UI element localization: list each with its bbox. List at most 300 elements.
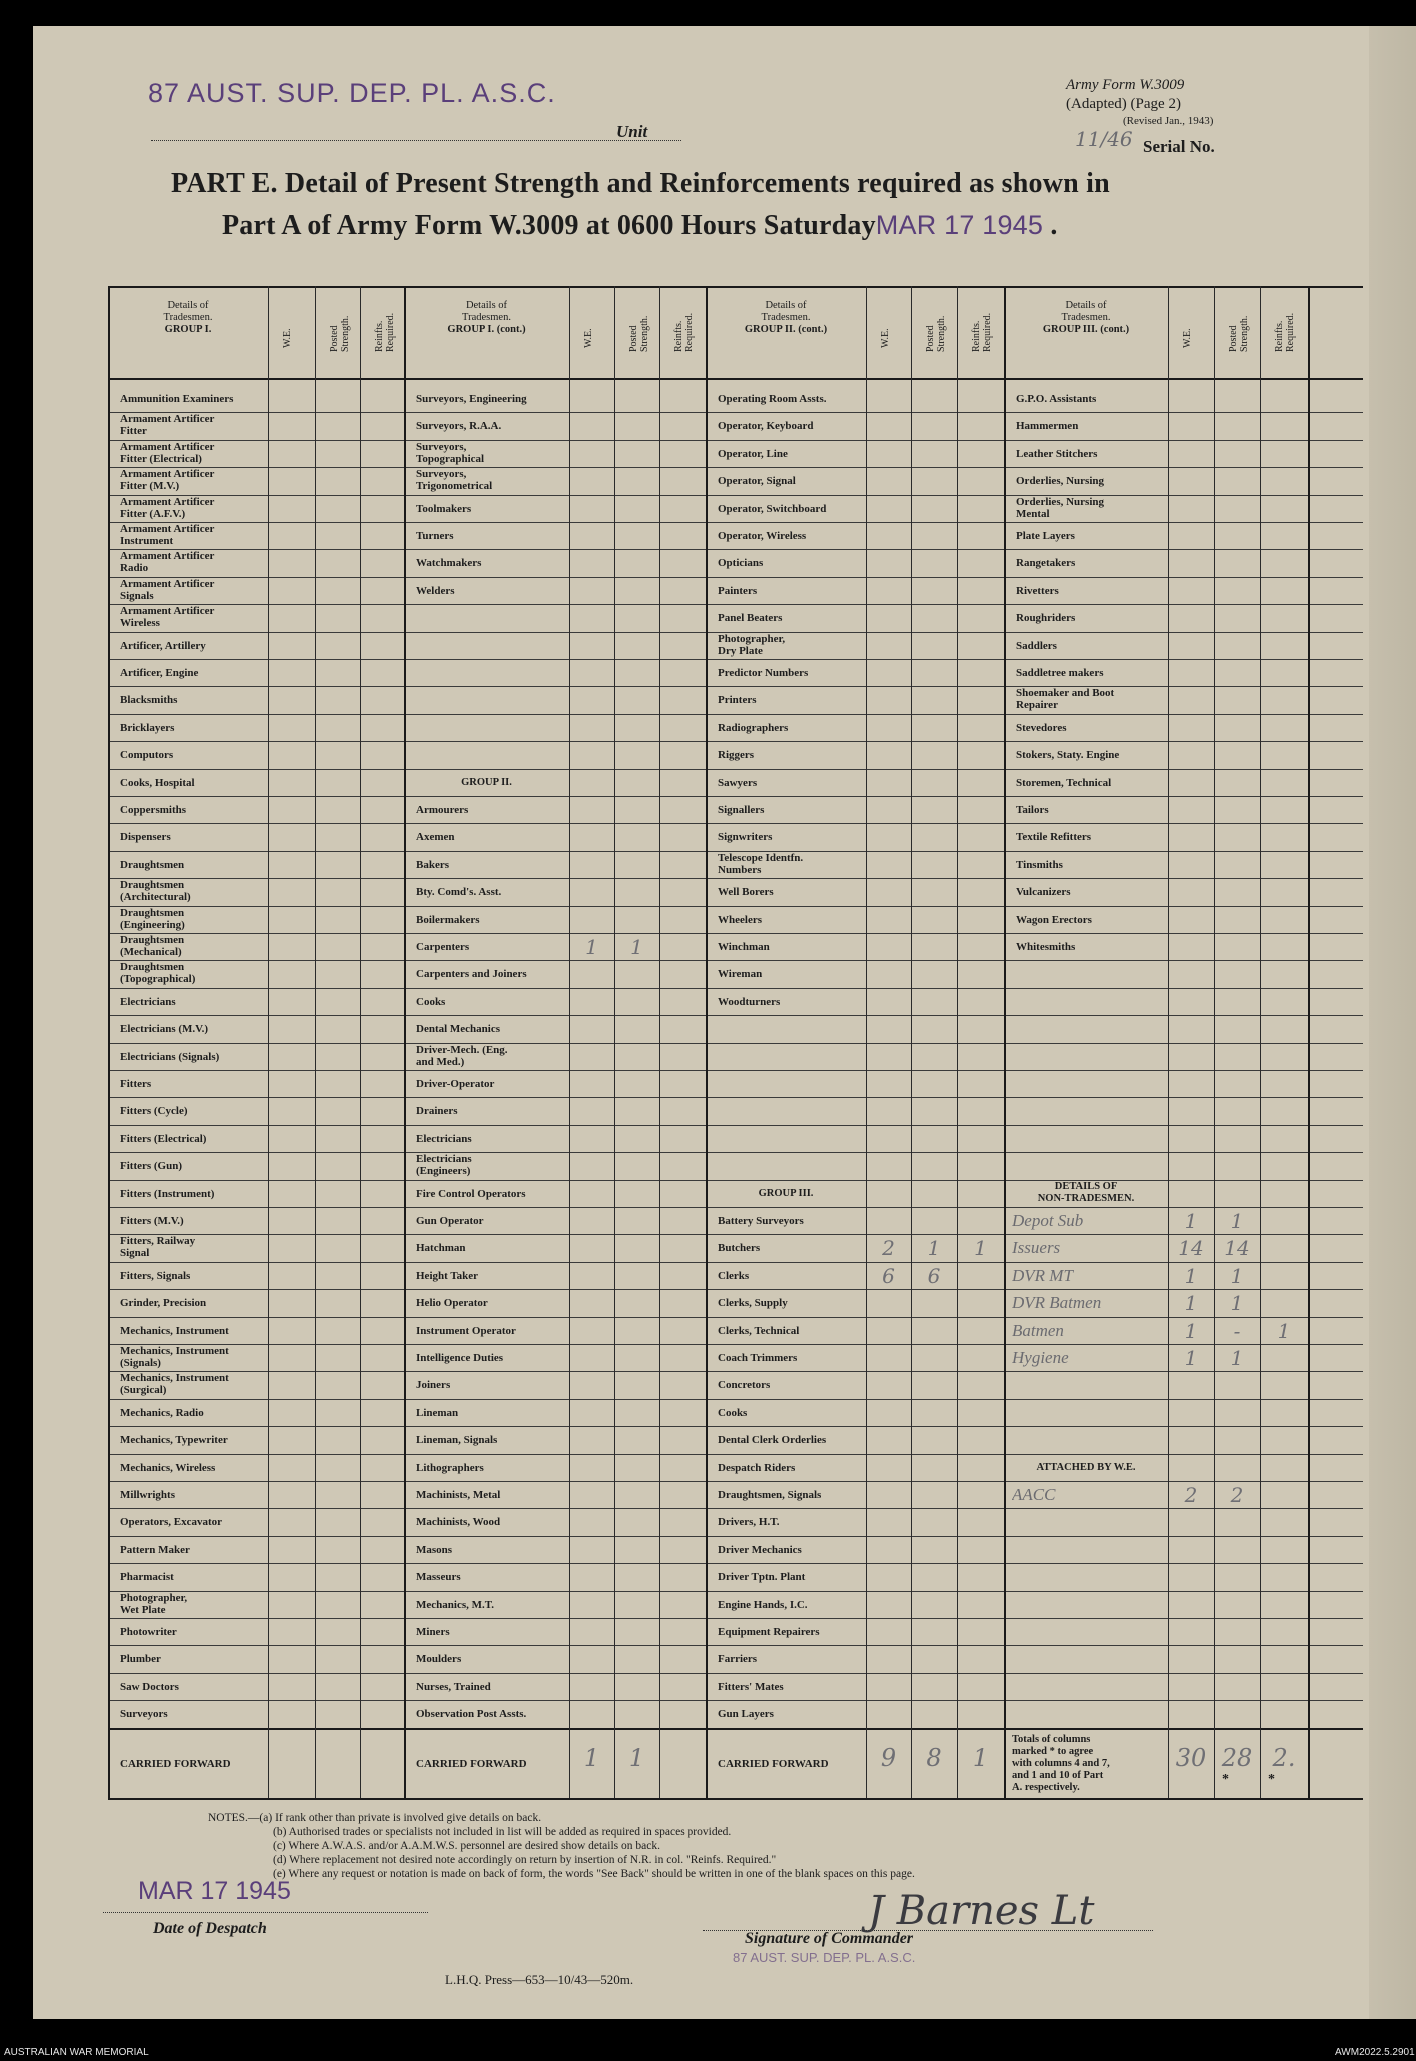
column-header-details xyxy=(404,300,569,336)
row-label: Panel Beaters xyxy=(718,612,783,625)
table-row-line xyxy=(108,1454,1363,1455)
row-label: Concretors xyxy=(718,1379,771,1392)
row-label: Operator, Line xyxy=(718,447,788,460)
handwritten-value-we: 14 xyxy=(1178,1236,1204,1261)
table-row-line xyxy=(108,1152,1363,1153)
carried-forward-label: CARRIED FORWARD xyxy=(120,1757,231,1770)
row-label: Carpenters xyxy=(416,941,470,953)
handwritten-value-posted: 14 xyxy=(1224,1236,1250,1261)
column-header-reinfts: Required. xyxy=(684,312,695,352)
handwritten-value-we: 1 xyxy=(1184,1263,1198,1288)
row-label: Battery Surveyors xyxy=(718,1215,804,1227)
row-label: Lineman xyxy=(416,1406,459,1419)
row-label: Armament Artificer Instrument xyxy=(120,523,215,547)
table-column-line xyxy=(911,286,912,1798)
row-label: Carpenters and Joiners xyxy=(416,968,527,981)
column-header-we: W.E. xyxy=(1182,328,1193,348)
row-label: Armament Artificer Fitter xyxy=(120,413,215,438)
form-revised: (Revised Jan., 1943) xyxy=(1123,115,1214,127)
row-label: Armament Artificer Fitter (Electrical) xyxy=(120,440,215,465)
handwritten-value-reinfts: 1 xyxy=(1277,1318,1291,1343)
archive-credit-right: AWM2022.5.2901 xyxy=(1335,2047,1415,2058)
row-label: Moulders xyxy=(416,1653,462,1666)
column-header-posted: Strength. xyxy=(936,315,947,352)
row-label: Fitters (Instrument) xyxy=(120,1187,215,1200)
press-line: L.H.Q. Press—653—10/43—520m. xyxy=(445,1972,634,1987)
row-label: Coach Trimmers xyxy=(718,1352,798,1364)
table-row-line xyxy=(108,604,1363,605)
carried-forward-value: 9 xyxy=(880,1743,897,1772)
row-label: Mechanics, Instrument (Surgical) xyxy=(120,1372,229,1397)
row-label: Fitters, Signals xyxy=(120,1269,191,1282)
row-label: Saw Doctors xyxy=(120,1680,179,1693)
asterisk-mark: * xyxy=(1222,1773,1229,1786)
row-label: Farriers xyxy=(718,1653,758,1666)
asterisk-mark: * xyxy=(1268,1773,1275,1786)
table-row-line xyxy=(108,1700,1363,1701)
row-label: DVR MT xyxy=(1012,1265,1073,1285)
row-label: Machinists, Wood xyxy=(416,1516,501,1529)
row-label: Boilermakers xyxy=(416,913,480,926)
table-column-line xyxy=(1308,286,1310,1798)
column-header-posted: Posted xyxy=(925,325,936,352)
table-row-line xyxy=(108,1289,1363,1290)
row-label: Artificer, Engine xyxy=(120,667,199,679)
note-line: (d) Where replacement not desired note accordingly on return by insertion of N.R. in col. "Reinfs. Required." xyxy=(273,1854,777,1866)
row-label: Fitters xyxy=(120,1078,152,1090)
row-label: Predictor Numbers xyxy=(718,667,809,679)
table-row-line xyxy=(108,714,1363,715)
carried-forward-value: 1 xyxy=(628,1743,645,1772)
row-label: Operator, Switchboard xyxy=(718,502,827,515)
row-label: Tailors xyxy=(1016,804,1049,816)
row-label: Fitters' Mates xyxy=(718,1680,784,1693)
table-row-line xyxy=(108,906,1363,907)
row-label: Dental Clerk Orderlies xyxy=(718,1434,827,1447)
column-header-reinfts: Reinfts. xyxy=(673,320,684,352)
row-label: Millwrights xyxy=(120,1489,175,1501)
row-label: GROUP III. xyxy=(758,1187,814,1199)
row-label: Saddletree makers xyxy=(1016,667,1104,679)
column-header-details xyxy=(706,300,866,336)
note-line: (b) Authorised trades or specialists not included in list will be added as required in spaces provided. xyxy=(273,1826,732,1838)
table-row-line xyxy=(108,1207,1363,1208)
table-row-line xyxy=(108,933,1363,934)
row-label: Orderlies, Nursing Mental xyxy=(1016,495,1104,520)
row-label: Surveyors, R.A.A. xyxy=(416,420,502,433)
bottom-unit-stamp: 87 AUST. SUP. DEP. PL. A.S.C. xyxy=(733,1950,916,1965)
column-header-posted: Posted xyxy=(329,325,340,352)
table-column-line xyxy=(108,286,110,1798)
row-label: Fitters (Electrical) xyxy=(120,1132,207,1145)
table-row-line xyxy=(108,1481,1363,1482)
row-label: Painters xyxy=(718,584,758,597)
row-label: Gun Layers xyxy=(718,1708,774,1721)
handwritten-value-posted: 1 xyxy=(1230,1263,1244,1288)
table-row-line xyxy=(108,495,1363,496)
handwritten-value-reinfts: 1 xyxy=(974,1236,987,1261)
row-label: DVR Batmen xyxy=(1012,1293,1102,1313)
row-label: Clerks, Technical xyxy=(718,1324,800,1337)
column-header-details-line: Details of xyxy=(465,300,508,311)
row-label: Blacksmiths xyxy=(120,694,178,707)
table-column-line xyxy=(706,286,708,1798)
title-line-1: PART E. Detail of Present Strength and Reinforcements required as shown in xyxy=(171,168,1110,199)
row-label: Wagon Erectors xyxy=(1016,913,1092,926)
row-label: Signwriters xyxy=(718,831,773,844)
row-label: Hammermen xyxy=(1016,420,1079,433)
table-row-line xyxy=(108,823,1363,824)
carried-forward-value: 8 xyxy=(926,1743,942,1772)
row-label: Shoemaker and Boot Repairer xyxy=(1016,687,1115,712)
column-header-posted: Posted xyxy=(628,325,639,352)
table-row-line xyxy=(108,1097,1363,1098)
row-label: Woodturners xyxy=(718,995,781,1008)
row-label: Bty. Comd's. Asst. xyxy=(416,886,502,899)
row-label: Dental Mechanics xyxy=(416,1023,501,1036)
handwritten-value-we: 1 xyxy=(1184,1291,1198,1316)
row-label: Armament Artificer Radio xyxy=(120,550,215,575)
row-label: Draughtsmen xyxy=(120,858,185,871)
strength-table xyxy=(108,286,1363,1821)
row-label: Surveyors, Trigonometrical xyxy=(416,468,493,493)
form-name: Army Form W.3009 xyxy=(1066,77,1185,93)
commander-signature: J Barnes Lt xyxy=(868,1888,1095,1934)
row-label: Roughriders xyxy=(1016,612,1076,625)
row-label: Lineman, Signals xyxy=(416,1434,498,1447)
row-label: DETAILS OF NON-TRADESMEN. xyxy=(1037,1180,1135,1204)
carried-forward-value: 30 xyxy=(1175,1743,1207,1772)
table-row-line xyxy=(108,960,1363,961)
table-row-line xyxy=(108,988,1363,989)
table-column-line xyxy=(659,286,660,1798)
column-header-details-line: Details of xyxy=(167,300,209,311)
row-label: Mechanics, M.T. xyxy=(416,1598,495,1611)
row-label: Axemen xyxy=(416,831,455,844)
column-header-details-line: GROUP I. xyxy=(164,324,212,335)
row-label: Welders xyxy=(416,584,455,597)
row-label: Despatch Riders xyxy=(718,1461,796,1474)
table-row-line xyxy=(108,1070,1363,1071)
row-label: Masons xyxy=(416,1543,453,1556)
handwritten-value-posted: 1 xyxy=(630,935,643,959)
row-label: Driver Tptn. Plant xyxy=(718,1571,806,1584)
column-header-details-line: GROUP II. (cont.) xyxy=(744,324,828,335)
row-label: Draughtsmen (Topographical) xyxy=(120,961,196,986)
row-label: Operators, Excavator xyxy=(120,1516,223,1529)
row-label: Fire Control Operators xyxy=(416,1187,526,1200)
column-header-details-line: Tradesmen. xyxy=(1061,312,1111,323)
row-label: Instrument Operator xyxy=(416,1324,516,1337)
row-label: Draughtsmen (Engineering) xyxy=(120,906,185,931)
row-label: Fitters, Railway Signal xyxy=(120,1235,196,1260)
form-sheet xyxy=(33,26,1383,2019)
row-label: Vulcanizers xyxy=(1016,886,1071,899)
row-label: Gun Operator xyxy=(416,1215,484,1227)
column-header-details-line: Tradesmen. xyxy=(761,312,811,323)
table-row-line xyxy=(108,1234,1363,1235)
row-label: Grinder, Precision xyxy=(120,1297,207,1310)
row-label: Depot Sub xyxy=(1012,1211,1084,1230)
row-label: Mechanics, Wireless xyxy=(120,1461,216,1474)
row-label: Engine Hands, I.C. xyxy=(718,1598,808,1611)
row-label: Miners xyxy=(416,1626,450,1638)
row-label: Surveyors xyxy=(120,1708,168,1721)
row-label: Intelligence Duties xyxy=(416,1352,504,1364)
table-column-line xyxy=(315,286,316,1798)
row-label: Bakers xyxy=(416,858,449,871)
carried-forward-label: CARRIED FORWARD xyxy=(718,1757,829,1770)
table-row-line xyxy=(108,1645,1363,1646)
table-row-line xyxy=(108,1043,1363,1044)
row-label: Draughtsmen, Signals xyxy=(718,1489,822,1501)
table-column-line xyxy=(1004,286,1006,1798)
row-label: Wheelers xyxy=(718,913,762,926)
row-label: Cooks xyxy=(718,1406,748,1419)
row-label: Toolmakers xyxy=(416,502,472,515)
table-row-line xyxy=(108,1536,1363,1537)
column-header-details-line: Details of xyxy=(765,300,807,311)
row-label: Drivers, H.T. xyxy=(718,1516,780,1529)
table-row-line xyxy=(108,1618,1363,1619)
row-label: Winchman xyxy=(718,941,770,953)
row-label: Driver Mechanics xyxy=(718,1543,802,1556)
row-label: GROUP II. xyxy=(461,776,512,788)
row-label: Coppersmiths xyxy=(120,804,187,816)
title-line-2-suffix: . xyxy=(1050,210,1058,241)
table-row-line xyxy=(108,1180,1363,1181)
handwritten-value-posted: 1 xyxy=(927,1236,941,1261)
column-header-we: W.E. xyxy=(583,328,594,348)
row-label: Surveyors, Engineering xyxy=(416,393,527,405)
handwritten-value-we: 6 xyxy=(882,1263,895,1288)
column-header-details xyxy=(108,300,268,336)
column-header-posted: Strength. xyxy=(639,315,650,352)
row-label: Equipment Repairers xyxy=(718,1626,820,1638)
note-line: NOTES.—(a) If rank other than private is involved give details on back. xyxy=(208,1812,542,1824)
form-adapted: (Adapted) (Page 2) xyxy=(1066,96,1181,112)
row-label: Electricians (Engineers) xyxy=(416,1153,472,1178)
table-bottom-border xyxy=(108,1798,1363,1800)
row-label: Fitters (M.V.) xyxy=(120,1215,184,1227)
row-label: Cooks, Hospital xyxy=(120,776,195,789)
row-label: Radiographers xyxy=(718,721,789,734)
row-label: Bricklayers xyxy=(120,721,175,734)
row-label: AACC xyxy=(1012,1485,1056,1504)
row-label: Operating Room Assts. xyxy=(718,393,827,405)
row-label: Masseurs xyxy=(416,1571,461,1584)
serial-handwritten: 11/46 xyxy=(1075,127,1133,151)
row-label: Pharmacist xyxy=(120,1571,174,1584)
row-label: Riggers xyxy=(718,749,755,762)
row-label: Photographer, Dry Plate xyxy=(718,632,786,657)
column-header-details-line: Details of xyxy=(1065,300,1107,311)
table-column-line xyxy=(1214,286,1215,1798)
column-header-we: W.E. xyxy=(880,328,891,348)
table-column-line xyxy=(1260,286,1261,1798)
row-label: Observation Post Assts. xyxy=(416,1708,527,1721)
row-label: Electricians (M.V.) xyxy=(120,1023,209,1036)
row-label: Draughtsmen (Architectural) xyxy=(120,879,191,904)
row-label: ATTACHED BY W.E. xyxy=(1036,1461,1136,1473)
row-label: Stokers, Staty. Engine xyxy=(1016,749,1120,762)
column-header-we: W.E. xyxy=(282,328,293,348)
row-label: Issuers xyxy=(1012,1238,1061,1258)
signature-label: Signature of Commander xyxy=(745,1930,914,1947)
table-row-line xyxy=(108,1015,1363,1016)
row-label: G.P.O. Assistants xyxy=(1016,393,1097,405)
totals-note: Totals of columns marked * to agree with columns 4 and 7, and 1 and 10 of Part A. respectively. xyxy=(1012,1733,1110,1793)
handwritten-value-posted: 1 xyxy=(1230,1291,1244,1316)
row-label: Surveyors, Topographical xyxy=(416,440,485,465)
column-header-details xyxy=(1004,300,1168,336)
row-label: Signallers xyxy=(718,804,765,816)
row-label: Draughtsmen (Mechanical) xyxy=(120,934,185,958)
row-label: Joiners xyxy=(416,1379,451,1392)
row-label: Whitesmiths xyxy=(1016,941,1076,953)
table-row-line xyxy=(108,412,1363,413)
row-label: Opticians xyxy=(718,557,764,570)
row-label: Armament Artificer Fitter (M.V.) xyxy=(120,468,215,493)
table-row-line xyxy=(108,1426,1363,1427)
table-column-line xyxy=(360,286,361,1798)
row-label: Mechanics, Typewriter xyxy=(120,1434,228,1447)
serial-label: Serial No. xyxy=(1143,137,1215,156)
table-column-line xyxy=(866,286,867,1798)
handwritten-value-we: 1 xyxy=(1184,1209,1198,1233)
table-row-line xyxy=(108,440,1363,441)
row-label: Nurses, Trained xyxy=(416,1680,491,1693)
table-footer-top-border xyxy=(108,1728,1363,1730)
row-label: Clerks, Supply xyxy=(718,1297,788,1310)
column-header-details-line: Tradesmen. xyxy=(462,312,511,323)
row-label: Electricians xyxy=(120,995,176,1008)
table-row-line xyxy=(108,878,1363,879)
row-label: Rivetters xyxy=(1016,584,1059,597)
handwritten-value-posted: 6 xyxy=(927,1263,941,1288)
unit-stamp: 87 AUST. SUP. DEP. PL. A.S.C. xyxy=(148,78,556,108)
row-label: Wireman xyxy=(718,968,763,981)
column-header-reinfts: Reinfts. xyxy=(1274,320,1285,352)
handwritten-value-posted: 2 xyxy=(1230,1483,1244,1507)
row-label: Operator, Keyboard xyxy=(718,420,814,433)
carried-forward-value: 28 xyxy=(1221,1743,1253,1772)
table-row-line xyxy=(108,659,1363,660)
table-row-line xyxy=(108,1399,1363,1400)
row-label: Height Taker xyxy=(416,1269,479,1282)
row-label: Fitters (Gun) xyxy=(120,1160,183,1173)
row-label: Hygiene xyxy=(1012,1348,1069,1367)
table-row-line xyxy=(108,1262,1363,1263)
row-label: Plumber xyxy=(120,1653,161,1666)
row-label: Driver-Mech. (Eng. and Med.) xyxy=(416,1043,508,1068)
table-row-line xyxy=(108,1508,1363,1509)
column-header-reinfts: Required. xyxy=(1285,312,1296,352)
handwritten-value-we: 1 xyxy=(1184,1346,1198,1370)
paper-fold-shadow xyxy=(1369,26,1416,2019)
row-label: Batmen xyxy=(1012,1320,1064,1340)
row-label: Armament Artificer Fitter (A.F.V.) xyxy=(120,495,215,520)
row-label: Lithographers xyxy=(416,1461,484,1474)
row-label: Well Borers xyxy=(718,886,774,899)
handwritten-value-posted: 1 xyxy=(1230,1346,1244,1370)
row-label: Clerks xyxy=(718,1269,750,1282)
column-header-reinfts: Reinfts. xyxy=(374,320,385,352)
row-label: Machinists, Metal xyxy=(416,1489,501,1501)
row-label: Printers xyxy=(718,694,757,707)
table-row-line xyxy=(108,522,1363,523)
table-row-line xyxy=(108,1344,1363,1345)
row-label: Operator, Signal xyxy=(718,475,796,488)
table-row-line xyxy=(108,741,1363,742)
table-row-line xyxy=(108,577,1363,578)
despatch-label: Date of Despatch xyxy=(153,1920,267,1937)
carried-forward-value: 1 xyxy=(583,1743,600,1772)
handwritten-value-we: 1 xyxy=(1184,1318,1198,1343)
table-row-line xyxy=(108,549,1363,550)
row-label: Sawyers xyxy=(718,776,758,789)
row-label: Photographer, Wet Plate xyxy=(120,1591,188,1616)
table-row-line xyxy=(108,686,1363,687)
title-line-2-prefix: Part A of Army Form W.3009 at 0600 Hours Saturday xyxy=(222,210,876,241)
table-top-border xyxy=(108,286,1363,288)
row-label: Hatchman xyxy=(416,1242,466,1255)
row-label: Helio Operator xyxy=(416,1297,488,1310)
archive-credit-left: AUSTRALIAN WAR MEMORIAL xyxy=(4,2047,149,2058)
row-label: Watchmakers xyxy=(416,557,482,570)
note-line: (c) Where A.W.A.S. and/or A.A.M.W.S. personnel are desired show details on back. xyxy=(273,1840,660,1852)
table-row-line xyxy=(108,1673,1363,1674)
table-row-line xyxy=(108,769,1363,770)
table-row-line xyxy=(108,1371,1363,1372)
table-row-line xyxy=(108,1563,1363,1564)
row-label: Mechanics, Radio xyxy=(120,1406,204,1419)
row-label: Rangetakers xyxy=(1016,557,1076,570)
row-label: Driver-Operator xyxy=(416,1078,495,1090)
row-label: Mechanics, Instrument (Signals) xyxy=(120,1345,229,1369)
title-date-stamp: MAR 17 1945 xyxy=(875,210,1044,240)
row-label: Photowriter xyxy=(120,1626,177,1638)
table-row-line xyxy=(108,796,1363,797)
column-header-reinfts: Required. xyxy=(982,312,993,352)
row-label: Operator, Wireless xyxy=(718,530,807,542)
table-column-line xyxy=(1168,286,1169,1798)
handwritten-value-posted: - xyxy=(1233,1318,1241,1343)
table-row-line xyxy=(108,1317,1363,1318)
row-label: Cooks xyxy=(416,995,446,1008)
row-label: Artificer, Artillery xyxy=(120,639,206,652)
carried-forward-label: CARRIED FORWARD xyxy=(416,1757,527,1770)
row-label: Fitters (Cycle) xyxy=(120,1105,188,1118)
table-column-line xyxy=(614,286,615,1798)
row-label: Electricians xyxy=(416,1132,472,1145)
handwritten-value-posted: 1 xyxy=(1230,1209,1244,1233)
table-row-line xyxy=(108,1591,1363,1592)
row-label: Butchers xyxy=(718,1242,761,1255)
column-header-posted: Strength. xyxy=(1239,315,1250,352)
despatch-line xyxy=(103,1912,428,1913)
handwritten-value-we: 1 xyxy=(585,935,598,959)
column-header-reinfts: Required. xyxy=(385,312,396,352)
table-column-line xyxy=(268,286,269,1798)
row-label: Pattern Maker xyxy=(120,1543,190,1556)
row-label: Leather Stitchers xyxy=(1016,447,1098,460)
row-label: Stevedores xyxy=(1016,721,1067,734)
row-label: Plate Layers xyxy=(1016,530,1075,542)
row-label: Turners xyxy=(416,530,454,542)
carried-forward-value: 1 xyxy=(972,1743,989,1772)
table-column-line xyxy=(404,286,406,1798)
